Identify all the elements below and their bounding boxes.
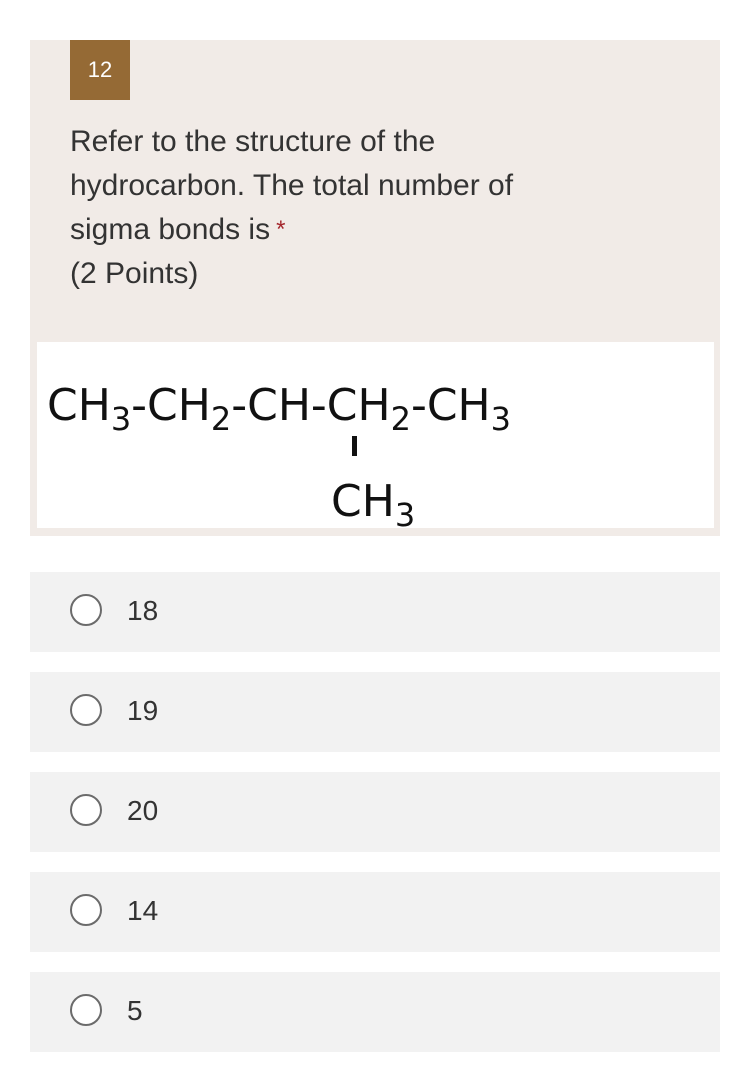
- option-label: 14: [127, 895, 159, 926]
- radio-button[interactable]: [70, 594, 102, 626]
- branch-bond-line: [352, 436, 357, 456]
- option-14[interactable]: [30, 872, 720, 952]
- radio-button[interactable]: [70, 994, 102, 1026]
- option-5[interactable]: [30, 972, 720, 1052]
- required-asterisk: *: [276, 216, 286, 243]
- radio-button[interactable]: [70, 894, 102, 926]
- main-chain-formula: $CH_3-CH_2-CH-CH_2-CH_3$: [47, 380, 511, 438]
- question-card: [30, 40, 720, 536]
- question-text-line: hydrocarbon. The total number of: [70, 169, 514, 202]
- option-label: 20: [127, 795, 159, 826]
- radio-button[interactable]: [70, 694, 102, 726]
- structural-formula: [37, 342, 714, 528]
- option-label: 5: [127, 995, 143, 1026]
- option-label: 18: [127, 595, 159, 626]
- question-text-line: Refer to the structure of the: [70, 125, 436, 158]
- branch-formula: $CH_3$: [331, 476, 416, 528]
- radio-button[interactable]: [70, 794, 102, 826]
- question-text-fragment: sigma bonds is: [70, 213, 271, 246]
- option-20[interactable]: [30, 772, 720, 852]
- question-text-line: [70, 208, 670, 252]
- option-label: 19: [127, 695, 159, 726]
- question-number: 12: [87, 57, 113, 82]
- question-number-badge: [70, 40, 130, 100]
- option-18[interactable]: [30, 572, 720, 652]
- structure-image: [37, 342, 714, 528]
- option-19[interactable]: [30, 672, 720, 752]
- question-text: [70, 120, 670, 296]
- question-points: (2 Points): [70, 257, 199, 290]
